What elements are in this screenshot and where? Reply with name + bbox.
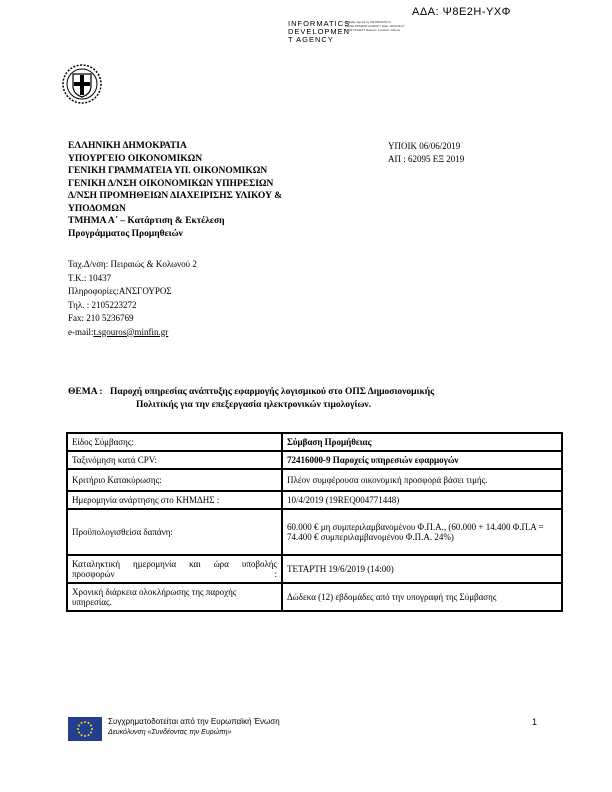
email-label: e-mail: xyxy=(68,326,94,337)
eu-line1: Συγχρηματοδοτείται από την Ευρωπαϊκή Ένωση xyxy=(108,717,280,726)
table-row xyxy=(67,509,562,555)
subject-label: ΘΕΜΑ : xyxy=(68,387,103,397)
row-value: Σύμβαση Προμήθειας xyxy=(282,433,562,451)
row-value: ΤΕΤΑΡΤΗ 19/6/2019 (14:00) xyxy=(282,555,562,583)
table-row xyxy=(67,451,562,469)
table-row xyxy=(67,491,562,509)
ida-logo-line1: INFORMATICS xyxy=(288,19,351,28)
ada-code: ΑΔΑ: Ψ8Ε2Η-ΥΧΦ xyxy=(412,6,511,18)
row-key: Ταξινόμηση κατά CPV: xyxy=(67,451,282,469)
header-line: ΥΠΟΥΡΓΕΙΟ ΟΙΚΟΝΟΜΙΚΩΝ xyxy=(68,153,203,164)
row-key: Κριτήριο Κατακύρωσης: xyxy=(67,469,282,491)
ida-logo-line3: T AGENCY xyxy=(288,35,334,44)
digital-signature-text: Digitally signed by INFORMATICS DEVELOPMENT AGENCY Date: 2019.06.07 11:03:18 EEST Reason: Location: Athens xyxy=(345,20,405,32)
address-fax: Fax: 210 5236769 xyxy=(68,313,134,323)
row-value: 60.000 € μη συμπεριλαμβανομένου Φ.Π.Α., (60.000 + 14.400 Φ.Π.Α = 74.400 € συμπεριλαμβανομένου Φ.Π.Α. 24%) xyxy=(282,509,562,555)
contact-block xyxy=(68,258,197,339)
header-line: ΕΛΛΗΝΙΚΗ ΔΗΜΟΚΡΑΤΙΑ xyxy=(68,141,187,151)
address-postal: Τ.Κ.: 10437 xyxy=(68,272,112,283)
address-info: Πληροφορίες:ΑΝΣΓΟΥΡΟΣ xyxy=(68,286,172,296)
page-number: 1 xyxy=(532,717,538,727)
table-row xyxy=(67,555,562,583)
header-line: Δ/ΝΣΗ ΠΡΟΜΗΘΕΙΩΝ ΔΙΑΧΕΙΡΙΣΗΣ ΥΛΙΚΟΥ & xyxy=(68,191,283,201)
tender-info-table xyxy=(66,432,563,612)
subject-line2: Πολιτικής για την επεξεργασία ηλεκτρονικών τιμολογίων. xyxy=(136,400,372,410)
greek-coat-of-arms-icon xyxy=(60,62,104,106)
ida-logo xyxy=(288,20,408,60)
header-line: ΥΠΟΔΟΜΩΝ xyxy=(68,203,126,214)
row-key: Είδος Σύμβασης: xyxy=(67,433,282,451)
email-link[interactable]: t.sgouros@minfin.gr xyxy=(93,326,169,337)
table-row xyxy=(67,433,562,451)
row-key: Ημερομηνία ανάρτησης στο ΚΗΜΔΗΣ : xyxy=(67,491,282,509)
header-line: ΓΕΝΙΚΗ ΓΡΑΜΜΑΤΕΙΑ ΥΠ. ΟΙΚΟΝΟΜΙΚΩΝ xyxy=(68,166,268,176)
header-line: ΓΕΝΙΚΗ Δ/ΝΣΗ ΟΙΚΟΝΟΜΙΚΩΝ ΥΠΗΡΕΣΙΩΝ xyxy=(68,178,274,189)
ida-logo-line2: DEVELOPMEN xyxy=(288,27,351,36)
row-key: Χρονική διάρκεια ολοκλήρωσης της παροχής υπηρεσίας. xyxy=(67,583,282,611)
address-street: Ταχ.Δ/νση: Πειραιώς & Κολωνού 2 xyxy=(68,259,197,269)
subject-line1: Παροχή υπηρεσίας ανάπτυξης εφαρμογής λογισμικού στο ΟΠΣ Δημοσιονομικής xyxy=(110,387,435,397)
eu-funding-note xyxy=(108,716,280,738)
eu-flag-icon xyxy=(68,717,102,741)
reference-protocol: ΑΠ : 62095 ΕΞ 2019 xyxy=(388,153,465,164)
row-value: Πλέον συμφέρουσα οικονομική προσφορά βάσει τιμής. xyxy=(282,469,562,491)
address-email-row xyxy=(68,326,197,340)
row-value: Δώδεκα (12) εβδομάδες από την υπογραφή της Σύμβασης xyxy=(282,583,562,611)
reference-block xyxy=(388,140,464,165)
reference-date: ΥΠΟΙΚ 06/06/2019 xyxy=(388,141,461,151)
issuer-header xyxy=(68,140,282,240)
header-line: ΤΜΗΜΑ Α΄ – Κατάρτιση & Εκτέλεση xyxy=(68,216,225,226)
address-phone: Τηλ. : 2105223272 xyxy=(68,299,137,310)
row-value: 72416000-9 Παροχείς υπηρεσιών εφαρμογών xyxy=(282,451,562,469)
table-row xyxy=(67,583,562,611)
table-row xyxy=(67,469,562,491)
row-key: Καταληκτική ημερομηνία και ώρα υποβολής προσφορών : xyxy=(67,555,282,583)
eu-line2: Δευκόλυνση «Συνδέοντας την Ευρώπη» xyxy=(108,729,232,736)
subject-block xyxy=(68,386,598,416)
header-line: Προγράμματος Προμηθειών xyxy=(68,228,183,239)
row-value: 10/4/2019 (19REQ004771448) xyxy=(282,491,562,509)
row-key: Προϋπολογισθείσα δαπάνη: xyxy=(67,509,282,555)
subject-text xyxy=(110,386,590,412)
